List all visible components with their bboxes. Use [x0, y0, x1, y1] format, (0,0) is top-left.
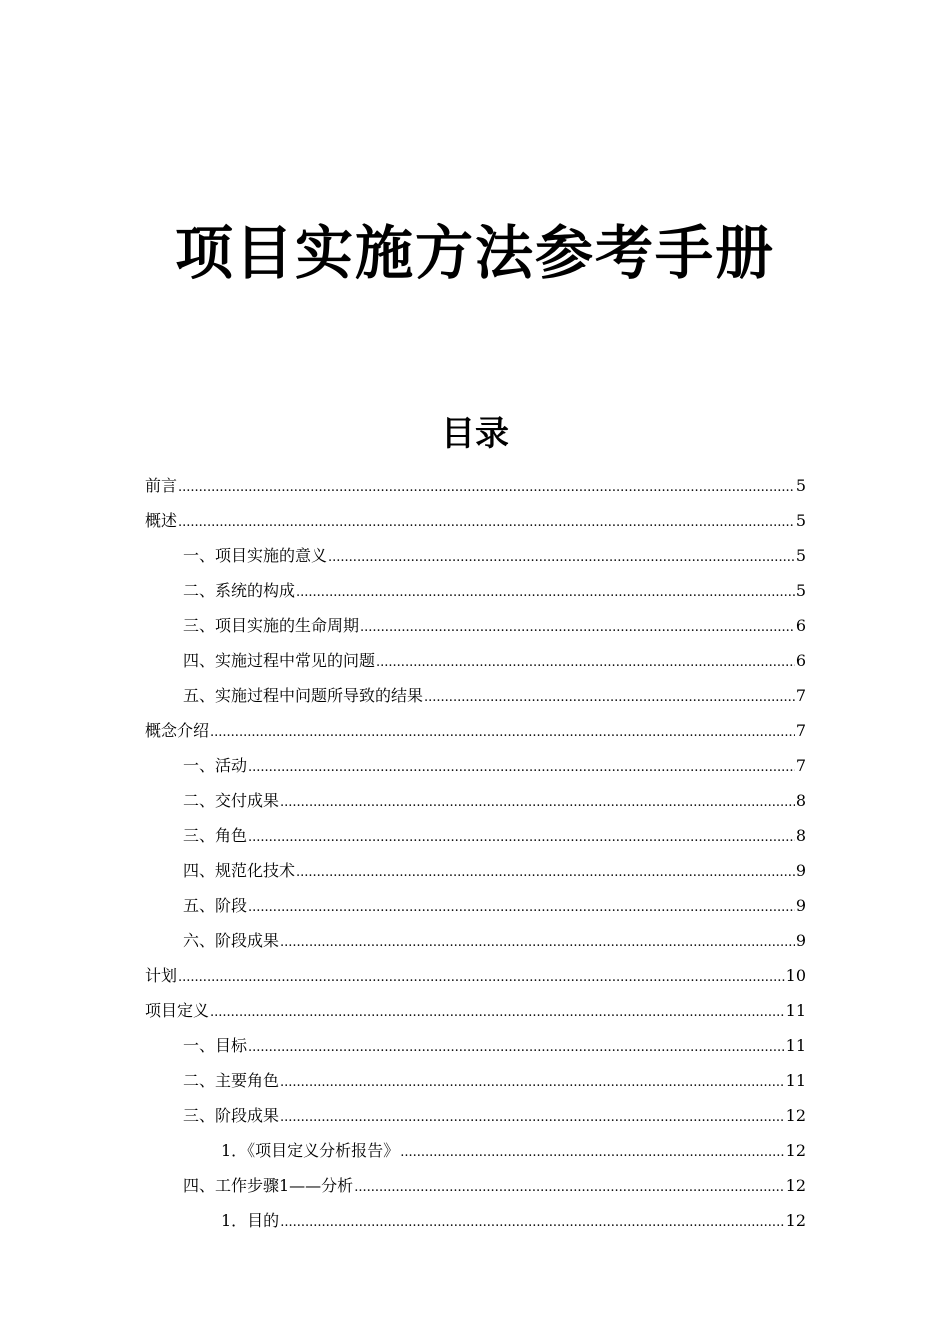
table-of-contents: [145, 468, 806, 1238]
toc-entry-text: 前言: [145, 476, 178, 495]
toc-dot-leader: [280, 1063, 785, 1100]
toc-entry[interactable]: [145, 1098, 806, 1133]
toc-dot-leader: [248, 818, 795, 855]
toc-entry-text: 三、阶段成果: [183, 1106, 280, 1125]
toc-entry[interactable]: [145, 1063, 806, 1098]
toc-entry-text: 计划: [145, 966, 178, 985]
toc-dot-leader: [296, 573, 795, 610]
toc-entry-text: 1．目的: [221, 1211, 280, 1230]
toc-entry[interactable]: [145, 853, 806, 888]
toc-dot-leader: [424, 678, 795, 715]
toc-page-number: 9: [795, 931, 806, 950]
toc-entry[interactable]: [145, 818, 806, 853]
toc-entry[interactable]: [145, 608, 806, 643]
toc-page-number: 5: [795, 511, 806, 530]
toc-entry-text: 二、主要角色: [183, 1071, 280, 1090]
toc-entry-text: 二、交付成果: [183, 791, 280, 810]
toc-entry[interactable]: [145, 1028, 806, 1063]
toc-entry-text: 三、项目实施的生命周期: [183, 616, 360, 635]
toc-entry[interactable]: [145, 1133, 806, 1168]
toc-dot-leader: [376, 643, 795, 680]
toc-page-number: 11: [785, 1001, 806, 1020]
toc-entry-text: 一、目标: [183, 1036, 248, 1055]
toc-page-number: 6: [795, 616, 806, 635]
toc-entry[interactable]: [145, 748, 806, 783]
toc-page-number: 9: [795, 896, 806, 915]
toc-page-number: 11: [785, 1071, 806, 1090]
toc-page-number: 12: [785, 1176, 806, 1195]
toc-entry-text: 五、实施过程中问题所导致的结果: [183, 686, 424, 705]
toc-entry[interactable]: [145, 713, 806, 748]
toc-heading: 目录: [441, 414, 509, 454]
toc-page-number: 5: [795, 476, 806, 495]
toc-entry[interactable]: [145, 468, 806, 503]
toc-page-number: 12: [785, 1106, 806, 1125]
toc-entry[interactable]: [145, 678, 806, 713]
toc-entry-text: 一、活动: [183, 756, 248, 775]
toc-entry-text: 五、阶段: [183, 896, 248, 915]
toc-entry-text: 一、项目实施的意义: [183, 546, 328, 565]
toc-page-number: 12: [785, 1141, 806, 1160]
toc-entry[interactable]: [145, 643, 806, 678]
toc-entry-text: 二、系统的构成: [183, 581, 296, 600]
toc-dot-leader: [328, 538, 795, 575]
toc-dot-leader: [248, 748, 795, 785]
toc-page-number: 10: [785, 966, 806, 985]
toc-entry[interactable]: [145, 1203, 806, 1238]
toc-page-number: 6: [795, 651, 806, 670]
toc-entry-text: 四、工作步骤1——分析: [183, 1176, 354, 1195]
toc-page-number: 8: [795, 826, 806, 845]
toc-page-number: 8: [795, 791, 806, 810]
toc-page-number: 7: [795, 756, 806, 775]
toc-dot-leader: [296, 853, 795, 890]
toc-dot-leader: [178, 958, 785, 995]
toc-entry-text: 三、角色: [183, 826, 248, 845]
toc-entry[interactable]: [145, 538, 806, 573]
toc-entry[interactable]: [145, 888, 806, 923]
toc-entry-text: 四、实施过程中常见的问题: [183, 651, 376, 670]
toc-dot-leader: [280, 1203, 784, 1240]
toc-dot-leader: [400, 1133, 784, 1170]
toc-entry-text: 概述: [145, 511, 178, 530]
toc-entry[interactable]: [145, 783, 806, 818]
document-title: 项目实施方法参考手册: [174, 219, 775, 287]
toc-entry[interactable]: [145, 573, 806, 608]
toc-entry-text: 1．《项目定义分析报告》: [221, 1141, 400, 1160]
toc-dot-leader: [178, 468, 795, 505]
toc-dot-leader: [280, 923, 795, 960]
toc-dot-leader: [178, 503, 795, 540]
toc-dot-leader: [360, 608, 795, 645]
toc-page-number: 9: [795, 861, 806, 880]
toc-page-number: 5: [795, 546, 806, 565]
toc-entry[interactable]: [145, 993, 806, 1028]
toc-entry[interactable]: [145, 1168, 806, 1203]
toc-dot-leader: [354, 1168, 784, 1205]
toc-page-number: 5: [795, 581, 806, 600]
toc-page-number: 11: [785, 1036, 806, 1055]
toc-entry[interactable]: [145, 503, 806, 538]
toc-page-number: 12: [785, 1211, 806, 1230]
toc-dot-leader: [210, 993, 785, 1030]
toc-dot-leader: [248, 888, 795, 925]
toc-entry-text: 项目定义: [145, 1001, 210, 1020]
toc-entry[interactable]: [145, 923, 806, 958]
toc-dot-leader: [248, 1028, 785, 1065]
toc-dot-leader: [280, 783, 795, 820]
toc-entry-text: 六、阶段成果: [183, 931, 280, 950]
toc-dot-leader: [280, 1098, 785, 1135]
toc-dot-leader: [210, 713, 795, 750]
toc-entry[interactable]: [145, 958, 806, 993]
toc-entry-text: 四、规范化技术: [183, 861, 296, 880]
toc-entry-text: 概念介绍: [145, 721, 210, 740]
toc-page-number: 7: [795, 721, 806, 740]
toc-page-number: 7: [795, 686, 806, 705]
